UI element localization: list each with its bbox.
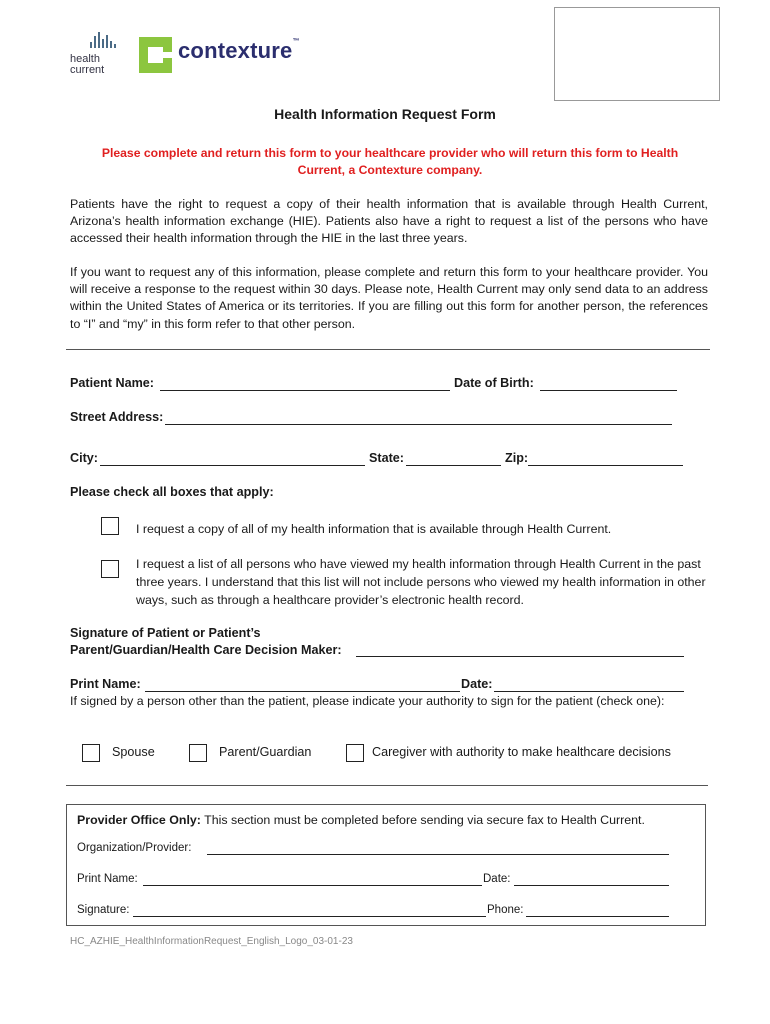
- provider-phone-field[interactable]: [526, 916, 669, 917]
- provider-print-name-field[interactable]: [143, 885, 482, 886]
- section-divider: [66, 349, 710, 350]
- access-list-text: I request a list of all persons who have viewed my health information through Health Current in the past three years. I understand that this list will not include persons who viewed my health information in other ways, such as through a healthcare provider’s electronic health record.: [136, 557, 706, 607]
- provider-heading: [77, 813, 645, 827]
- provider-date-field[interactable]: [514, 885, 669, 886]
- provider-signature-label: Signature:: [77, 904, 130, 916]
- print-name-field[interactable]: [145, 691, 460, 692]
- provider-date-label: Date:: [483, 873, 511, 885]
- access-list-checkbox[interactable]: [101, 560, 119, 578]
- signature-label-line2: Parent/Guardian/Health Care Decision Maker:: [70, 643, 342, 657]
- parent-guardian-checkbox[interactable]: [189, 744, 207, 762]
- date-label: Date:: [461, 677, 493, 691]
- street-address-field[interactable]: [165, 424, 672, 425]
- organization-field[interactable]: [207, 854, 669, 855]
- dob-field[interactable]: [540, 390, 677, 391]
- date-field[interactable]: [494, 691, 684, 692]
- spouse-label: Spouse: [112, 745, 155, 759]
- parent-guardian-label: Parent/Guardian: [219, 745, 312, 759]
- patient-name-field[interactable]: [160, 390, 450, 391]
- signature-field[interactable]: [356, 656, 684, 657]
- provider-heading-note: This section must be completed before sending via secure fax to Health Current.: [204, 813, 645, 827]
- provider-signature-field[interactable]: [133, 916, 486, 917]
- document-id: HC_AZHIE_HealthInformationRequest_English_Logo_03-01-23: [70, 936, 353, 947]
- intro-paragraph-2: If you want to request any of this information, please complete and return this form to your healthcare provider. You will receive a response to the request within 30 days. Please note, Health Current may only send data to an address within the United States of America or its territories. If you are filling out this form for another person, the references to “I” and “my” in this form refer to that other person.: [70, 265, 708, 331]
- contexture-mark-icon: [139, 37, 172, 73]
- zip-label: Zip:: [505, 451, 529, 465]
- state-field[interactable]: [406, 465, 501, 466]
- spouse-checkbox[interactable]: [82, 744, 100, 762]
- city-field[interactable]: [100, 465, 365, 466]
- section-divider-2: [66, 785, 708, 786]
- patient-name-label: Patient Name:: [70, 376, 154, 390]
- print-name-label: Print Name:: [70, 677, 141, 691]
- return-notice: Please complete and return this form to your healthcare provider who will return this form to Health Current, a Contexture company.: [101, 146, 679, 177]
- copy-request-checkbox[interactable]: [101, 517, 119, 535]
- copy-request-text: I request a copy of all of my health information that is available through Health Current.: [136, 522, 612, 536]
- signature-label-line1: Signature of Patient or Patient’s: [70, 626, 261, 640]
- caregiver-label: Caregiver with authority to make healthcare decisions: [372, 745, 671, 759]
- caregiver-checkbox[interactable]: [346, 744, 364, 762]
- intro-paragraph-1: Patients have the right to request a copy of their health information that is available through Health Current, Arizona’s health information exchange (HIE). Patients also have a right to request a list of the persons who have accessed their health information through the HIE in the last three years.: [70, 197, 708, 246]
- check-all-label: Please check all boxes that apply:: [70, 485, 274, 499]
- zip-field[interactable]: [528, 465, 683, 466]
- city-label: City:: [70, 451, 98, 465]
- provider-heading-title: Provider Office Only:: [77, 813, 201, 827]
- form-title: Health Information Request Form: [274, 106, 496, 122]
- authority-note: If signed by a person other than the patient, please indicate your authority to sign for the patient (check one):: [70, 694, 665, 708]
- provider-print-name-label: Print Name:: [77, 873, 138, 885]
- hc-logo-line2: current: [70, 64, 105, 76]
- organization-label: Organization/Provider:: [77, 842, 192, 854]
- blank-image-box: [554, 7, 720, 101]
- provider-phone-label: Phone:: [487, 904, 524, 916]
- street-address-label: Street Address:: [70, 410, 164, 424]
- state-label: State:: [369, 451, 404, 465]
- hc-logo-line1: health: [70, 53, 100, 65]
- dob-label: Date of Birth:: [454, 376, 534, 390]
- contexture-logo-text: contexture™: [178, 38, 300, 63]
